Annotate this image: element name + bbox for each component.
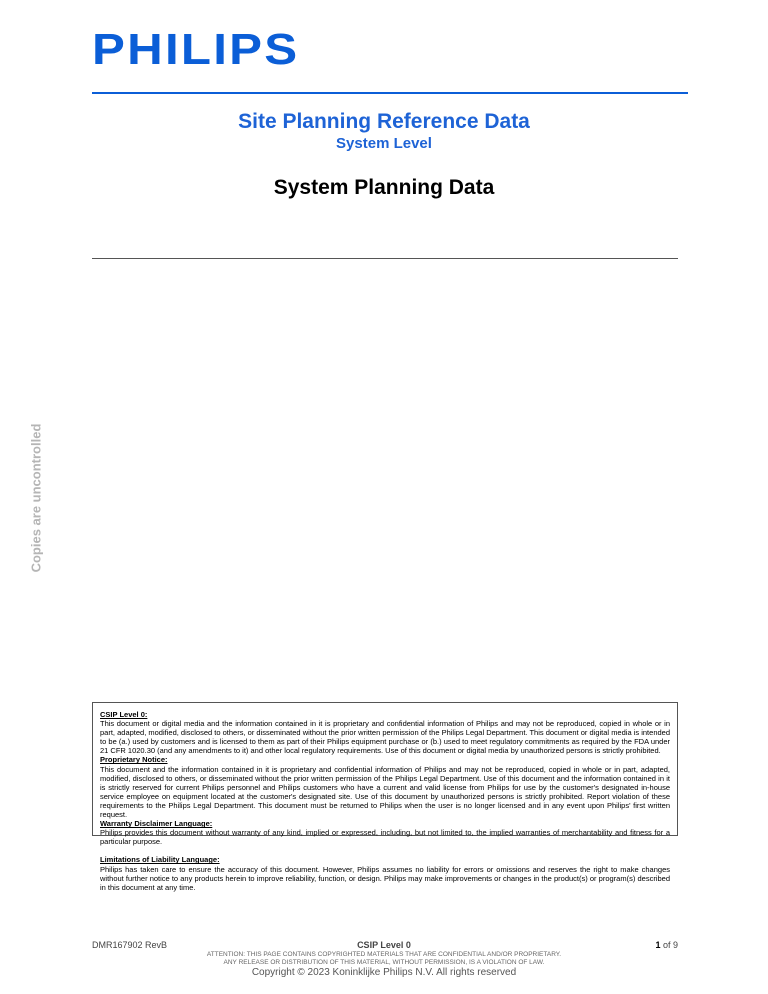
document-id: DMR167902 RevB xyxy=(92,940,168,950)
proprietary-heading: Proprietary Notice: xyxy=(100,755,168,765)
attention-notice xyxy=(0,951,768,967)
page-number xyxy=(655,940,678,950)
liability-heading: Limitations of Liability Language: xyxy=(100,855,220,865)
attention-line-1: ATTENTION: THIS PAGE CONTAINS COPYRIGHTED MATERIALS THAT ARE CONFIDENTIAL AND/OR PROPRIETARY. xyxy=(206,951,562,958)
uncontrolled-copy-watermark: Copies are uncontrolled xyxy=(28,423,44,573)
page-total: of 9 xyxy=(660,940,678,950)
page-title: Site Planning Reference Data xyxy=(238,110,530,133)
header-divider xyxy=(92,92,688,94)
section-gap xyxy=(100,846,670,855)
document-title: System Planning Data xyxy=(273,176,495,199)
philips-logo: PHILIPS xyxy=(92,25,300,74)
title-divider xyxy=(92,258,678,259)
csip-text: This document or digital media and the information contained in it is proprietary and confidential information of Philips and may not be reproduced, copied in whole or in part, adapted, modified, disclosed to others, or disseminated without the prior written permission of the Philips Legal Department. This document or digital media is intended to be (a.) used by customers and is licensed to them as part of their Philips equipment purchase or (b.) used to meet regulatory commitments as required by the FDA under 21 CFR 1020.30 (and any amendments to it) and other local regulatory requirements. Use of this document or digital media by unauthorized persons is strictly prohibited. xyxy=(100,719,670,756)
proprietary-text: This document and the information contained in it is proprietary and confidential information of Philips and may not be reproduced, copied in whole or in part, adapted, modified, disclosed to others, or disseminated without the prior written permission of the Philips Legal Department. Use of this document and the information contained in it is strictly reserved for current Philips personnel and Philips customers who have a current and valid license from Philips for use by the customer's designated in-house service employee on equipment located at the customer's designated site. Use of this document by unauthorized persons is strictly prohibited. Report violation of these requirements to the Philips Legal Department. This document must be returned to Philips when the user is no longer licensed and in any event upon Philips' first written request. xyxy=(100,764,670,820)
warranty-text: Philips provides this document without warranty of any kind, implied or expressed, including, but not limited to, the implied warranties of merchantability and fitness for a particular purpose. xyxy=(100,828,670,847)
liability-text: Philips has taken care to ensure the accuracy of this document. However, Philips assumes no liability for errors or omissions and reserves the right to make changes without further notice to any products herein to improve reliability, function, or design. Philips may make improvements or changes in the product(s) or program(s) described in this document at any time. xyxy=(100,864,670,892)
copyright-notice: Copyright © 2023 Koninklijke Philips N.V. All rights reserved xyxy=(251,967,517,978)
page-subtitle: System Level xyxy=(336,135,432,152)
legal-notice-box xyxy=(92,702,678,892)
warranty-heading: Warranty Disclaimer Language: xyxy=(100,819,213,829)
page-current: 1 xyxy=(655,940,661,950)
attention-line-2: ANY RELEASE OR DISTRIBUTION OF THIS MATERIAL, WITHOUT PERMISSION, IS A VIOLATION OF LAW. xyxy=(223,959,545,966)
csip-heading: CSIP Level 0: xyxy=(100,710,148,719)
footer-csip-level: CSIP Level 0 xyxy=(357,940,411,950)
